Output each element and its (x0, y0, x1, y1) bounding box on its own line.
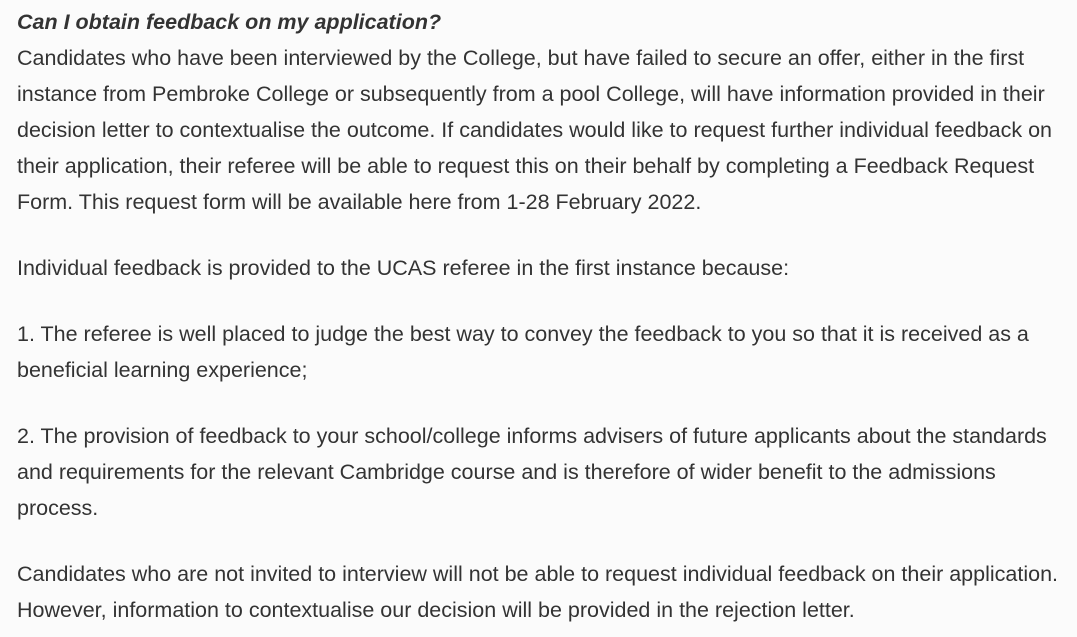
reason-two-paragraph: 2. The provision of feedback to your school/college informs advisers of future applicants about the standards and requirements for the relevant Cambridge course and is therefore of wider benefit to the admissions process. (17, 424, 1047, 520)
reason-one-paragraph: 1. The referee is well placed to judge the best way to convey the feedback to you so that it is received as a beneficial learning experience; (17, 322, 1029, 382)
ucas-referee-intro-paragraph: Individual feedback is provided to the UCAS referee in the first instance because: (17, 256, 790, 280)
feedback-eligibility-paragraph: Candidates who have been interviewed by the College, but have failed to secure an offer, either in the first instance from Pembroke College or subsequently from a pool College, will have information provided in their decision letter to contextualise the outcome. If candidates would like to request further individual feedback on their application, their referee will be able to request this on their behalf by completing a Feedback Request Form. This request form will be available here from 1-28 February 2022. (17, 46, 1053, 214)
faq-question-heading: Can I obtain feedback on my application? (17, 10, 442, 34)
not-interviewed-paragraph: Candidates who are not invited to interview will not be able to request individual feedback on their application. However, information to contextualise our decision will be provided in the rejection letter. (17, 562, 1058, 622)
